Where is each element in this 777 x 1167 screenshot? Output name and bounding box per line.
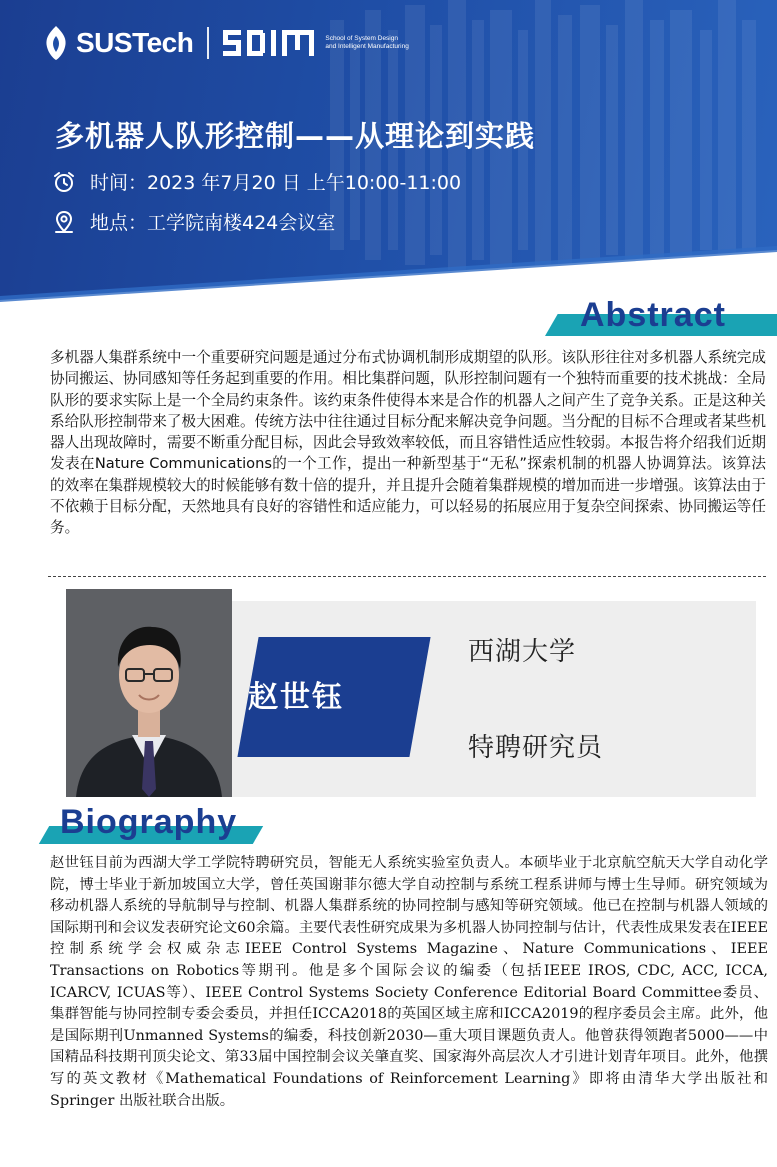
speaker-photo: [66, 589, 232, 797]
logo-divider: [207, 27, 209, 59]
biography-heading: Biography: [60, 803, 238, 841]
logo-row: [42, 24, 409, 62]
sdim-logo-icon: [223, 30, 321, 56]
location-pin-icon: [52, 210, 76, 234]
location-row: [52, 208, 335, 235]
speaker-portrait-icon: [66, 589, 232, 797]
section-divider: [48, 576, 766, 577]
time-text: 时间：2023 年7月20 日 上午10:00-11:00: [90, 172, 462, 194]
sustech-flame-icon: [42, 24, 70, 62]
biography-text: 赵世钰目前为西湖大学工学院特聘研究员，智能无人系统实验室负责人。本硕毕业于北京航空航天大学自动化学院，博士毕业于新加坡国立大学，曾任英国谢菲尔德大学自动控制与系统工程系讲师与博士生导师。研究领域为移动机器人系统的导航制导与控制、机器人集群系统的协同控制与感知等研究领域。他已在控制与机器人领域的国际期刊和会议发表研究论文60余篇。主要代表性研究成果为多机器人协同控制与估计，代表性成果发表在IEEE控制系统学会权威杂志IEEE Control Systems Magazine、Nature Communications、IEEE Transactions on Robotics等期刊。他是多个国际会议的编委（包括IEEE IROS, CDC, ACC, ICCA, ICARCV, ICUAS等）、IEEE Control Systems Society Conference Editorial Board Committee委员、集群智能与协同控制专委会委员，并担任ICCA2018的英国区域主席和ICCA2019的程序委员会主席。此外，他是国际期刊Unmanned Systems的编委，科技创新2030—重大项目课题负责人。他曾获得领跑者5000——中国精品科技期刊顶尖论文、第33届中国控制会议关肇直奖、国家海外高层次人才引进计划青年项目。此外，他撰写的英文教材《Mathematical Foundations of Reinforcement Learning》即将由清华大学出版社和Springer 出版社联合出版。: [50, 855, 768, 1109]
location-text: 地点：工学院南楼424会议室: [90, 212, 336, 234]
abstract-text: 多机器人集群系统中一个重要研究问题是通过分布式协调机制形成期望的队形。该队形往往对多机器人系统完成协同搬运、协同感知等任务起到重要的作用。相比集群问题，队形控制问题有一个独特而重要的技术挑战：全局队形的要求实际上是一个全局约束条件。该约束条件使得本来是合作的机器人之间产生了竞争关系。正是这种关系给队形控制带来了极大困难。传统方法中往往通过目标分配来解决竞争问题。当分配的目标不合理或者某些机器人出现故障时，需要不断重分配目标，因此会导致效率较低，而且容错性适应性较弱。本报告将介绍我们近期发表在Nature Communications的一个工作，提出一种新型基于“无私”探索机制的机器人协调算法。该算法的效率在集群规模较大的时候能够有数十倍的提升，并且提升会随着集群规模的增加而进一步增强。该算法由于不依赖于目标分配，天然地具有良好的容错性和适应能力，可以轻易的拓展应用于复杂空间探索、协同搬运等任务。: [50, 349, 766, 537]
sdim-subtitle: School of System Design and Intelligent Manufacturing: [325, 35, 409, 50]
speaker-name: 赵世钰: [248, 680, 344, 715]
abstract-heading: Abstract: [580, 296, 726, 334]
speaker-affiliation: 西湖大学: [468, 637, 577, 667]
time-row: [52, 168, 461, 195]
sustech-logo-text: SUSTech: [76, 27, 194, 58]
seminar-title: 多机器人队形控制——从理论到实践: [55, 119, 536, 153]
speaker-position: 特聘研究员: [468, 733, 604, 763]
alarm-clock-icon: [52, 170, 76, 194]
header-banner: [0, 0, 777, 330]
